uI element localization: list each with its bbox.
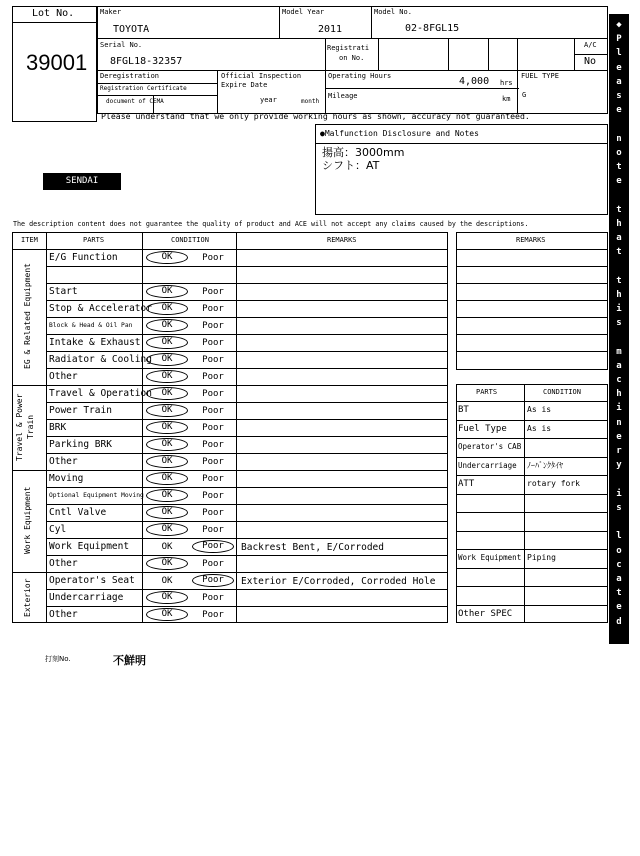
part-label: Stop & Accelerator — [49, 303, 152, 314]
condition-ok: OK — [146, 251, 188, 264]
remark-text: Exterior E/Corroded, Corroded Hole — [241, 576, 436, 587]
condition-poor: Poor — [202, 389, 224, 399]
spec-row-divider — [456, 475, 608, 476]
row-divider — [46, 402, 448, 403]
condition-ok: OK — [146, 336, 188, 349]
model-year-value: 2011 — [318, 24, 343, 35]
part-label: Parking BRK — [49, 439, 112, 450]
row-divider — [12, 470, 448, 471]
inspection-label-2: Expire Date — [221, 81, 268, 89]
sidebar-char — [609, 515, 629, 529]
condition-poor: Poor — [202, 525, 224, 535]
spec-row-divider — [456, 401, 608, 402]
row-divider — [46, 589, 448, 590]
row-divider — [46, 555, 448, 556]
spec-part-label: Fuel Type — [458, 424, 507, 434]
hrs-unit: hrs — [500, 79, 513, 87]
sidebar-char: h — [616, 289, 622, 300]
condition-poor: Poor — [202, 593, 224, 603]
condition-ok: OK — [146, 353, 188, 366]
condition-ok: OK — [146, 285, 188, 298]
part-label: Power Train — [49, 405, 112, 416]
condition-ok: OK — [146, 404, 188, 417]
col-remarks-header: REMARKS — [327, 236, 357, 244]
condition-ok: OK — [146, 387, 188, 400]
right-remarks-divider — [456, 351, 608, 352]
condition-ok: OK — [146, 472, 188, 485]
right-remarks-table — [456, 232, 608, 370]
condition-ok: OK — [146, 370, 188, 383]
spec-row-divider — [456, 457, 608, 458]
operating-hours-label: Operating Hours — [328, 72, 392, 80]
registration-certificate-label: Registration Certificate — [100, 85, 187, 92]
sidebar-char: a — [616, 573, 622, 584]
col-parts-header: PARTS — [83, 236, 105, 244]
sidebar-char: r — [616, 446, 622, 457]
ac-value: No — [584, 56, 597, 67]
inspection-label: Official Inspection — [221, 72, 302, 80]
registration-label: Registrati — [327, 44, 370, 52]
condition-ok: OK — [146, 591, 188, 604]
sidebar-char: c — [616, 375, 622, 386]
condition-ok: OK — [161, 576, 173, 586]
year-label: year — [260, 96, 277, 104]
row-divider — [46, 368, 448, 369]
ac-label: A/C — [584, 41, 597, 49]
stamp-label: 打刻No. — [45, 655, 71, 663]
spec-condition-value: Piping — [527, 553, 556, 562]
sidebar-char: i — [616, 304, 622, 315]
condition-poor: Poor — [202, 423, 224, 433]
part-label: Intake & Exhaust — [49, 337, 141, 348]
row-divider — [46, 317, 448, 318]
part-label: Work Equipment — [49, 541, 130, 552]
sidebar-char: a — [616, 801, 622, 812]
spec-part-label: Other SPEC — [458, 609, 513, 619]
serial-label: Serial No. — [100, 41, 143, 49]
row-divider — [46, 300, 448, 301]
malfunction-line-2: シフト：AT — [322, 159, 380, 172]
sidebar-char — [609, 259, 629, 273]
sidebar-char: n — [616, 417, 622, 428]
sidebar-char: y — [616, 460, 622, 471]
row-divider — [46, 419, 448, 420]
malfunction-line-1: 揚高：3000mm — [322, 146, 405, 159]
sidebar-char: e — [616, 701, 622, 712]
part-label: BRK — [49, 422, 67, 433]
right-remarks-divider — [456, 300, 608, 301]
part-label: E/G Function — [49, 252, 118, 263]
condition-ok: OK — [146, 438, 188, 451]
sidebar-char: t — [616, 247, 622, 258]
serial-value: 8FGL18-32357 — [110, 56, 183, 67]
sidebar-char: o — [616, 147, 622, 158]
col-item-header: ITEM — [21, 236, 38, 244]
part-label: Optional Equipment Moving — [49, 492, 144, 499]
part-label: Cntl Valve — [49, 507, 107, 518]
row-divider — [46, 538, 448, 539]
spec-row-divider — [456, 438, 608, 439]
registration-label-2: on No. — [339, 54, 365, 62]
part-label: Radiator & Cooling — [49, 354, 152, 365]
spec-parts-header: PARTS — [476, 388, 498, 396]
row-divider — [12, 249, 448, 250]
condition-poor: Poor — [202, 253, 224, 263]
sidebar-char: i — [616, 644, 622, 655]
condition-poor: Poor — [202, 287, 224, 297]
group-exterior-label: Exterior — [23, 578, 32, 617]
group-work-label: Work Equipment — [23, 486, 32, 555]
sidebar-char: e — [616, 105, 622, 116]
mileage-label: Mileage — [328, 92, 358, 100]
condition-ok: OK — [146, 506, 188, 519]
sidebar-char: t — [616, 588, 622, 599]
condition-ok: OK — [146, 302, 188, 315]
sidebar-char: e — [616, 176, 622, 187]
condition-poor: Poor — [202, 491, 224, 501]
sidebar-char: d — [616, 829, 622, 840]
cema-label: document of CEMA — [106, 98, 164, 105]
sidebar-char: n — [616, 715, 622, 726]
spec-condition-value: rotary fork — [527, 479, 580, 488]
spec-row-divider — [456, 568, 608, 569]
sidebar-char: h — [616, 389, 622, 400]
model-no-label: Model No. — [374, 8, 412, 16]
row-divider — [46, 436, 448, 437]
sidebar-char: a — [616, 76, 622, 87]
condition-ok: OK — [146, 421, 188, 434]
km-unit: km — [502, 95, 511, 103]
right-remarks-divider — [456, 317, 608, 318]
disclaimer: The description content does not guarantee the quality of product and ACE will not accept any claims caused by the descriptions. — [13, 220, 529, 228]
part-label: Other — [49, 609, 78, 620]
spec-row-divider — [456, 420, 608, 421]
row-divider — [46, 266, 448, 267]
sidebar-char — [609, 330, 629, 344]
part-label: Operator's Seat — [49, 575, 135, 586]
spec-condition-value: As is — [527, 424, 552, 433]
spec-condition-value: As is — [527, 405, 552, 414]
sidebar-char: m — [616, 346, 622, 357]
sidebar-char: s — [616, 91, 622, 102]
row-divider — [46, 606, 448, 607]
spec-part-label: BT — [458, 405, 469, 415]
row-divider — [46, 453, 448, 454]
sidebar-text — [609, 18, 629, 856]
sidebar-char: S — [616, 687, 622, 698]
condition-poor: Poor — [202, 457, 224, 467]
maker-label: Maker — [100, 8, 122, 16]
sidebar-char: a — [616, 360, 622, 371]
sidebar-char: l — [616, 48, 622, 59]
row-divider — [46, 487, 448, 488]
row-divider — [46, 334, 448, 335]
spec-row-divider — [456, 512, 608, 513]
condition-poor: Poor — [202, 440, 224, 450]
condition-ok: OK — [146, 523, 188, 536]
sidebar-char: l — [616, 531, 622, 542]
deregistration-label: Deregistration — [100, 72, 160, 80]
spec-part-label: ATT — [458, 479, 475, 489]
condition-ok: OK — [146, 608, 188, 621]
spec-row-divider — [456, 605, 608, 606]
lot-number: 39001 — [26, 50, 88, 75]
sidebar-char: Y — [616, 786, 622, 797]
row-divider — [46, 283, 448, 284]
location-sidebar — [609, 14, 629, 854]
part-label: Other — [49, 371, 78, 382]
part-label: Undercarriage — [49, 592, 124, 603]
sidebar-char: t — [616, 275, 622, 286]
sidebar-char — [609, 117, 629, 131]
sidebar-char: s — [616, 502, 622, 513]
group-travel-text: Travel & Power Train — [15, 393, 35, 461]
row-divider — [12, 572, 448, 573]
condition-poor: Poor — [202, 406, 224, 416]
sidebar-char: r — [616, 815, 622, 826]
model-no-value: 02-8FGL15 — [405, 23, 460, 34]
stamp-value: 不鮮明 — [113, 654, 146, 667]
right-remarks-divider — [456, 249, 608, 250]
group-travel-label — [14, 386, 42, 468]
sidebar-char — [609, 473, 629, 487]
sidebar-char: s — [616, 318, 622, 329]
spec-row-divider — [456, 531, 608, 532]
right-remarks-divider — [456, 334, 608, 335]
fuel-type-value: G — [522, 91, 527, 99]
model-year-label: Model Year — [282, 8, 325, 16]
month-label: month — [301, 98, 320, 105]
sidebar-char: e — [616, 431, 622, 442]
sidebar-char: P — [616, 34, 622, 45]
sidebar-char: o — [616, 545, 622, 556]
hours-notice: Please understand that we only provide working hours as shown, accuracy not guaranteed. — [101, 111, 530, 121]
condition-ok: OK — [146, 557, 188, 570]
lot-label: Lot No. — [32, 8, 75, 19]
condition-poor: Poor — [202, 338, 224, 348]
spec-condition-value: ﾉｰﾊﾞﾝｸﾀｲﾔ — [527, 461, 563, 470]
sidebar-char: a — [616, 744, 622, 755]
remark-text: Backrest Bent, E/Corroded — [241, 542, 384, 553]
condition-poor: Poor — [202, 355, 224, 365]
spec-part-label: Work Equipment — [458, 553, 522, 562]
right-remarks-divider — [456, 283, 608, 284]
condition-ok: OK — [161, 542, 173, 552]
right-remarks-divider — [456, 266, 608, 267]
sidebar-char: d — [616, 616, 622, 627]
sidebar-char: e — [616, 602, 622, 613]
spec-row-divider — [456, 549, 608, 550]
row-divider — [46, 351, 448, 352]
sidebar-char: ◆ — [616, 843, 622, 854]
location-badge — [43, 173, 121, 190]
part-label: Other — [49, 558, 78, 569]
sidebar-char: a — [616, 233, 622, 244]
spec-part-label: Undercarriage — [458, 461, 517, 470]
sidebar-char: c — [616, 559, 622, 570]
condition-poor: Poor — [202, 321, 224, 331]
part-label: Start — [49, 286, 78, 297]
sidebar-char: i — [616, 488, 622, 499]
lot-divider — [12, 22, 97, 23]
part-label: Cyl — [49, 524, 67, 535]
part-label: Travel & Operation — [49, 388, 152, 399]
sidebar-char: h — [616, 218, 622, 229]
col-condition-header: CONDITION — [171, 236, 209, 244]
condition-ok: OK — [146, 489, 188, 502]
sidebar-char: n — [616, 659, 622, 670]
condition-poor: Poor — [202, 610, 224, 620]
condition-ok: OK — [146, 455, 188, 468]
maker-value: TOYOTA — [113, 24, 150, 35]
sidebar-char — [609, 771, 629, 785]
fuel-type-label: FUEL TYPE — [521, 72, 559, 80]
row-divider — [46, 521, 448, 522]
malfunction-title: ●Malfunction Disclosure and Notes — [320, 129, 479, 138]
sidebar-char: ◆ — [616, 20, 622, 30]
sidebar-char: n — [616, 133, 622, 144]
row-divider — [12, 385, 448, 386]
condition-poor: Poor — [202, 474, 224, 484]
sidebar-char: t — [616, 162, 622, 173]
sidebar-char: t — [616, 204, 622, 215]
condition-poor: Poor — [202, 304, 224, 314]
row-divider — [46, 504, 448, 505]
right-remarks-header: REMARKS — [516, 236, 546, 244]
spec-part-label: Operator's CAB — [458, 442, 522, 451]
part-label: Moving — [49, 473, 84, 484]
spec-row-divider — [456, 586, 608, 587]
spec-row-divider — [456, 494, 608, 495]
condition-poor: Poor — [202, 508, 224, 518]
condition-poor: Poor — [202, 372, 224, 382]
part-label: Other — [49, 456, 78, 467]
group-eg-label: EG & Related Equipment — [23, 263, 32, 369]
sidebar-char — [609, 671, 629, 685]
location-badge-label: SENDAI — [65, 176, 99, 186]
sidebar-char: i — [616, 758, 622, 769]
part-label: Block & Head & Oil Pan — [49, 322, 133, 329]
condition-ok: OK — [146, 319, 188, 332]
sidebar-char — [609, 629, 629, 643]
sidebar-char — [609, 188, 629, 202]
sidebar-char: e — [616, 62, 622, 73]
condition-poor: Poor — [192, 574, 234, 587]
spec-condition-header: CONDITION — [543, 388, 581, 396]
operating-hours-value: 4,000 — [459, 76, 490, 87]
condition-poor: Poor — [192, 540, 234, 553]
sidebar-char: i — [616, 403, 622, 414]
sidebar-char: d — [616, 730, 622, 741]
condition-poor: Poor — [202, 559, 224, 569]
